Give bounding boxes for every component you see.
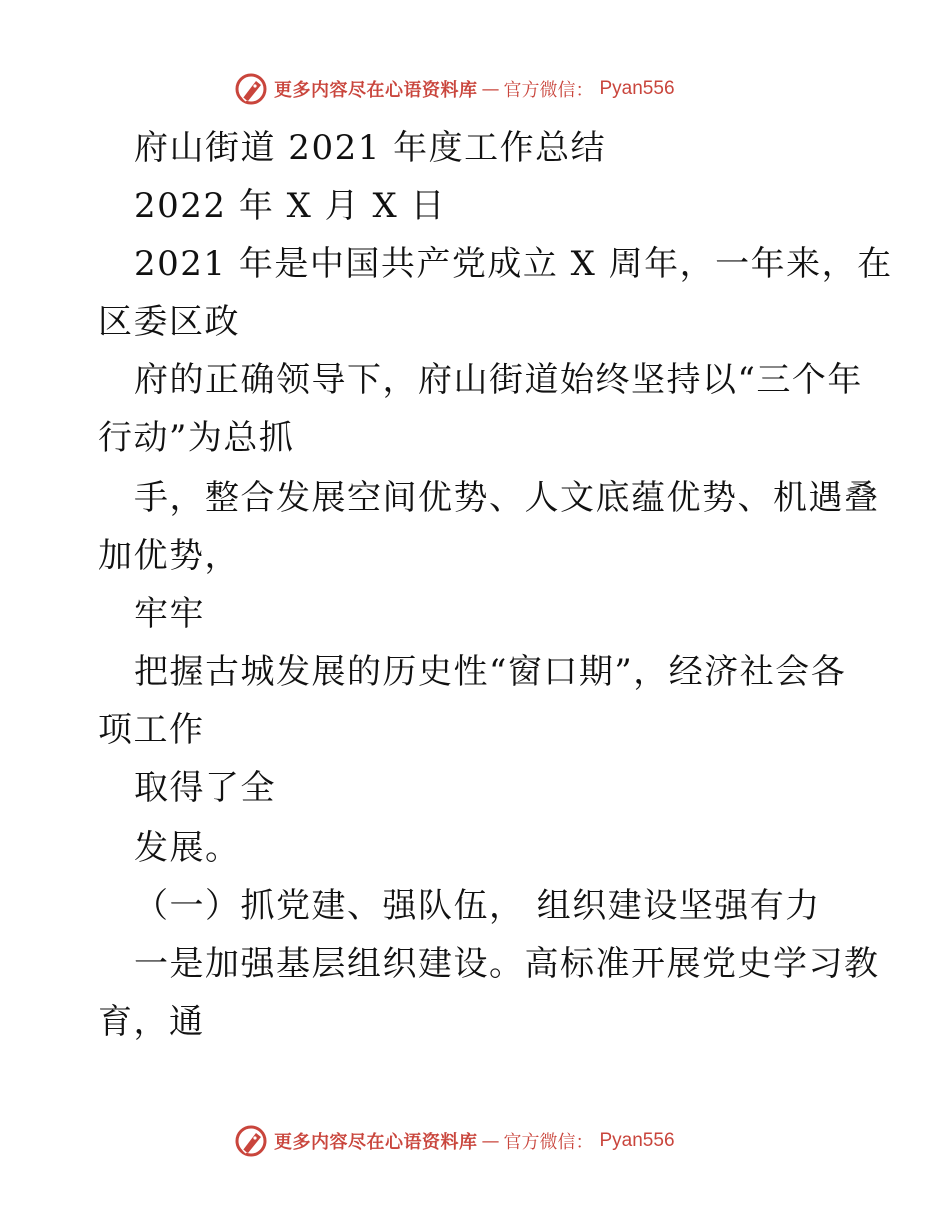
watermark-dash: —: [481, 1130, 500, 1152]
paragraph-line: 府的正确领导下，府山街道始终坚持以“三个年: [134, 360, 863, 400]
paragraph-line: 手，整合发展空间优势、人文底蕴优势、机遇叠: [134, 478, 880, 518]
watermark-sub-text: 官方微信：: [503, 80, 594, 101]
paragraph-line: 项工作: [98, 710, 205, 750]
paragraph-line: 把握古城发展的历史性“窗口期”，经济社会各: [134, 652, 847, 692]
paragraph-line: 育，通: [98, 1002, 205, 1042]
paragraph-line: 加优势，: [98, 536, 240, 576]
pen-nib-logo-icon: [234, 72, 268, 106]
paragraph-line: 区委区政: [98, 302, 240, 342]
paragraph-line: 一是加强基层组织建设。高标准开展党史学习教: [134, 944, 880, 984]
pen-nib-logo-icon: [234, 1124, 268, 1158]
watermark-banner-top: [234, 71, 675, 107]
paragraph-line: 取得了全: [134, 768, 276, 808]
watermark-main-text: 更多内容尽在心语资料库: [274, 80, 478, 101]
paragraph-line: 行动”为总抓: [98, 418, 295, 458]
paragraph-line: 发展。: [134, 828, 241, 868]
document-title: 府山街道 2021 年度工作总结: [134, 128, 607, 168]
watermark-id-text: Pyan556: [599, 1130, 675, 1151]
section-heading: （一）抓党建、强队伍， 组织建设坚强有力: [134, 886, 821, 926]
paragraph-line: 牢牢: [134, 594, 205, 634]
watermark-main-text: 更多内容尽在心语资料库: [274, 1132, 478, 1153]
watermark-id-text: Pyan556: [599, 78, 675, 99]
watermark-banner-bottom: [234, 1123, 675, 1159]
document-date: 2022 年 X 月 X 日: [134, 186, 446, 226]
watermark-sub-text: 官方微信：: [503, 1132, 594, 1153]
paragraph-line: 2021 年是中国共产党成立 X 周年，一年来，在: [134, 244, 893, 284]
watermark-dash: —: [481, 78, 500, 100]
